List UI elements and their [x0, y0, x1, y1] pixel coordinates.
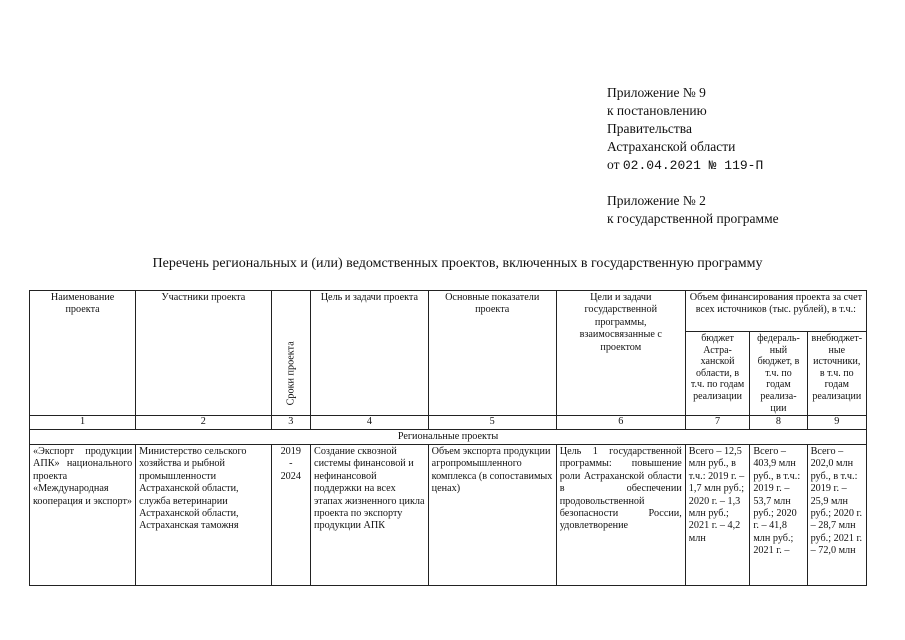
- column-number: 3: [271, 416, 311, 429]
- column-numbers-row: [30, 416, 867, 429]
- table-header-row: [30, 291, 867, 332]
- header-name: Наименование проекта: [30, 291, 136, 416]
- header-participants: Участники проекта: [136, 291, 271, 416]
- header-federal-budget: федераль-ный бюджет, в т.ч. по годам реализа-ции: [750, 332, 807, 416]
- program-goal: Цель 1 государственной программы: повышение роли Астраханской области в обеспечении продовольственной безопасности России, удовлетворение: [556, 444, 685, 585]
- project-terms: [271, 444, 311, 585]
- section-row: [30, 429, 867, 444]
- appendix-9-line: Приложение № 9: [607, 85, 706, 100]
- extra-budget-value: Всего – 202,0 млн руб., в т.ч.: 2019 г. – 25,9 млн руб.; 2020 г. – 28,7 млн руб.; 2021 г. – 72,0 млн: [807, 444, 866, 585]
- column-number: 8: [750, 416, 807, 429]
- column-number: 4: [311, 416, 429, 429]
- government-line: Правительства: [607, 121, 692, 136]
- resolution-date-number: 02.04.2021 № 119-П: [622, 158, 764, 173]
- section-title: Региональные проекты: [30, 429, 867, 444]
- column-number: 7: [685, 416, 750, 429]
- term-start: 2019: [280, 445, 301, 457]
- header-indicators: Основные показатели проекта: [428, 291, 556, 416]
- document-title: Перечень региональных и (или) ведомственных проектов, включенных в государственную программу: [152, 256, 763, 271]
- header-goal: Цель и задачи проекта: [311, 291, 429, 416]
- regional-budget-value: Всего – 12,5 млн руб., в т.ч.: 2019 г. – 1,7 млн руб.; 2020 г. – 1,3 млн руб.; 2021 г. – 4,2 млн: [685, 444, 750, 585]
- project-goal: Создание сквозной системы финансовой и нефинансовой поддержки на всех этапах жизненного цикла проекта по экспорту продукции АПК: [311, 444, 429, 585]
- column-number: 5: [428, 416, 556, 429]
- resolution-date-line: [607, 156, 779, 175]
- column-number: 9: [807, 416, 866, 429]
- header-regional-budget: бюджет Астра-ханской области, в т.ч. по годам реализации: [685, 332, 750, 416]
- term-end: 2024: [280, 470, 301, 482]
- project-participants: Министерство сельского хозяйства и рыбной промышленности Астраханской области, служба ветеринарии Астраханской области, Астраханская таможня: [136, 444, 271, 585]
- column-number: 6: [556, 416, 685, 429]
- region-line: Астраханской области: [607, 139, 736, 154]
- date-prefix: от: [607, 157, 620, 172]
- appendix-2-line: Приложение № 2: [607, 193, 706, 208]
- term-dash: -: [289, 458, 293, 470]
- to-program-line: к государственной программе: [607, 211, 779, 226]
- header-program-goals: Цели и задачи государственной программы, взаимосвязанные с проектом: [556, 291, 685, 416]
- header-extra-budget: внебюджет-ные источники, в т.ч. по годам реализации: [807, 332, 866, 416]
- header-terms: Сроки проекта: [285, 340, 297, 405]
- projects-table: [29, 290, 867, 586]
- header-terms-cell: [271, 291, 311, 416]
- to-resolution-line: к постановлению: [607, 103, 707, 118]
- column-number: 1: [30, 416, 136, 429]
- column-number: 2: [136, 416, 271, 429]
- federal-budget-value: Всего – 403,9 млн руб., в т.ч.: 2019 г. – 53,7 млн руб.; 2020 г. – 41,8 млн руб.; 2021 г. –: [750, 444, 807, 585]
- header-funding: Объем финансирования проекта за счет всех источников (тыс. рублей), в т.ч.:: [685, 291, 866, 332]
- project-name: «Экспорт продукции АПК» национального проекта «Международная кооперация и экспорт»: [30, 444, 136, 585]
- project-indicators: Объем экспорта продукции агропромышленного комплекса (в сопоставимых ценах): [428, 444, 556, 585]
- appendix-header: [607, 84, 779, 228]
- table-row: [30, 444, 867, 585]
